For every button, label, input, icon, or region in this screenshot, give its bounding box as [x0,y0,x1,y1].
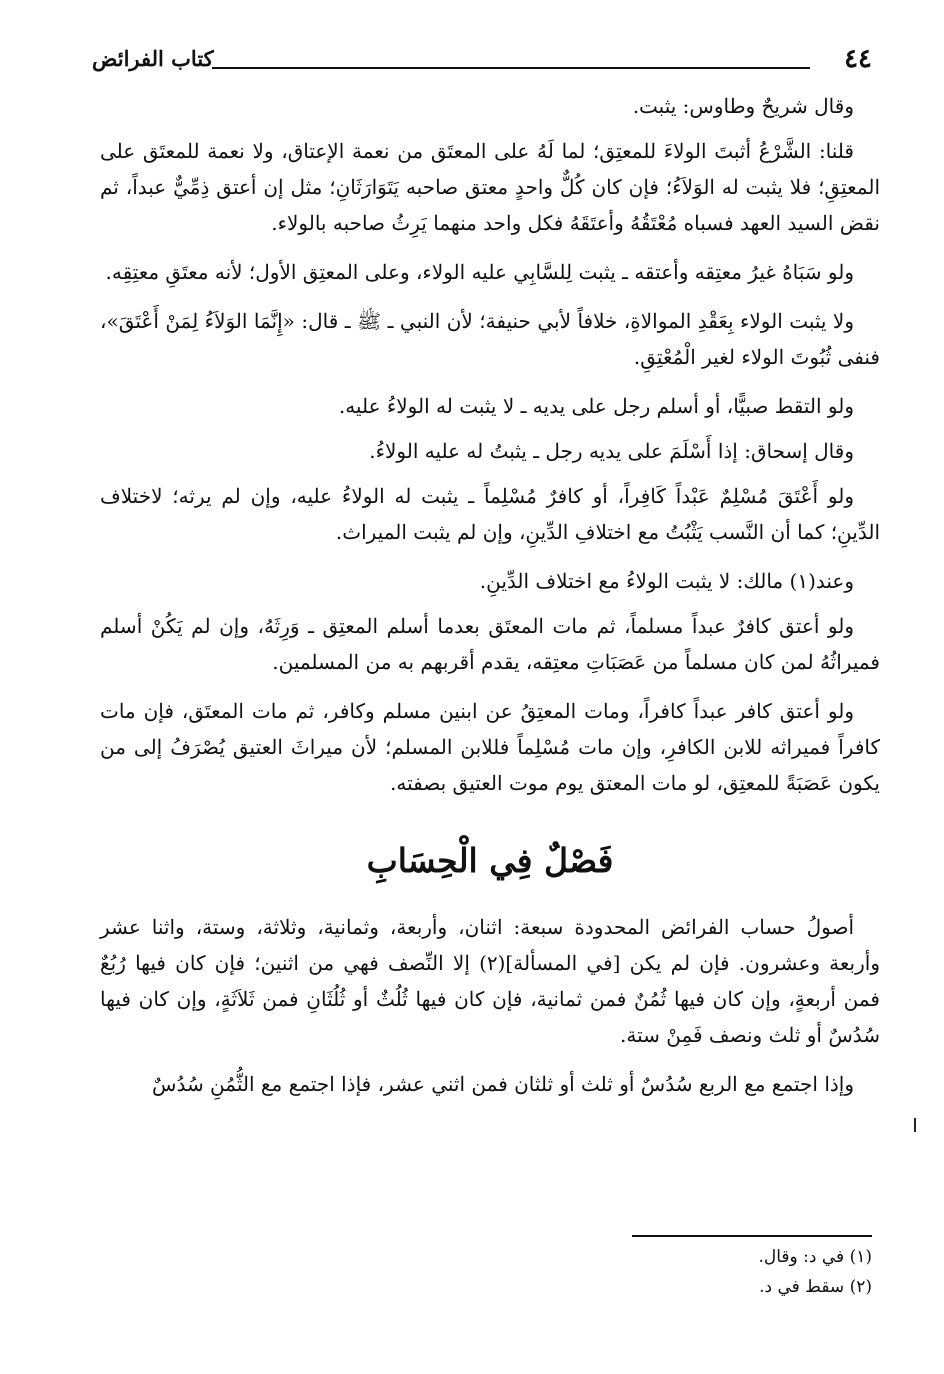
paragraph: ولو أعتق كافرٌ عبداً مسلماً، ثم مات المعتَق بعدما أسلم المعتِق ـ وَرِثَهُ، وإن لم يَكُنْ أسلم فميراثُهُ لمن كان مسلماً من عَصَبَاتِ معتِقه، يقدم أقربهم به من المسلمين. [100,614,880,674]
header-rule [212,67,810,69]
paragraph: قلنا: الشَّرْعُ أثبتَ الولاءَ للمعتِق؛ لما لَهُ على المعتَق من نعمة الإعتاق، ولا نعمة للمعتَق على المعتِقِ؛ فلا يثبت له الوَلاَءُ؛ فإن كان كُلٌّ واحدٍ معتق صاحبه يَتَوَارَثَانِ؛ مثل إن أعتق ذِمِّيٌّ عبداً، ثم نقض السيد العهد فسباه مُعْتَقُهُ وأعتَقَهُ فكل واحد منهما يَرِثُ صاحبه بالولاء. [100,139,881,235]
footnote: (١) في د: وقال. [758,1247,872,1267]
paragraph: ولو أَعْتَقَ مُسْلِمٌ عَبْداً كَافِراً، أو كافرٌ مُسْلِماً ـ يثبت له الولاءُ عليه، وإن لم يرثه؛ لاختلاف الدِّينِ؛ كما أن النَّسب يَثْبُتُ مع اختلافِ الدِّينِ، وإن لم يثبت الميراث. [100,484,880,544]
section-heading: فَصْلٌ فِي الْحِسَابِ [366,841,614,880]
footnotes [372,1242,872,1302]
paragraph: وقال إسحاق: إذا أَسْلَمَ على يديه رجل ـ يثبتُ له عليه الولاءُ. [369,439,854,463]
footnote: (٢) سقط في د. [759,1277,872,1297]
running-title: كتاب الفرائض [92,46,214,71]
page-number: ٤٤ [844,44,872,74]
paragraph: ولا يثبت الولاء بِعَقْدِ الموالاةِ، خلافاً لأبي حنيفة؛ لأن النبي ـ ﷺ ـ قال: «إِنَّمَا الوَلاَءُ لِمَنْ أَعْتَقَ»، فنفى ثُبُوتَ الولاء لغير الْمُعْتِقِ. [100,309,880,369]
paragraph: ولو التقط صبيًّا، أو أسلم رجل على يديه ـ لا يثبت له الولاءُ عليه. [338,394,854,418]
paragraph: أصولُ حساب الفرائض المحدودة سبعة: اثنان، وأربعة، وثمانية، وثلاثة، وستة، واثنا عشر وأربعة وعشرون. فإن لم يكن [في المسألة](٢) إلا النِّصف فهي من اثنين؛ فإن كان فيها رُبُعٌ فمن أربعةٍ، وإن كان فيها ثُمُنٌ فمن ثمانية، فإن كان فيها ثُلُثٌ أو ثُلُثَانِ فمن ثَلاَثَةٍ، وإن كان فيها سُدُسٌ أو ثلث ونصف فَمِنْ ستة. [100,915,880,1047]
main-text [100,88,880,1115]
paragraph: وقال شريحٌ وطاوس: يثبت. [632,94,854,118]
paragraph: وعند(١) مالك: لا يثبت الولاءُ مع اختلاف الدِّينِ. [479,569,854,593]
margin-mark [914,1118,916,1132]
paragraph: وإذا اجتمع مع الربع سُدُسٌ أو ثلث أو ثلثان فمن اثني عشر، فإذا اجتمع مع الثُّمُنِ سُدُسٌ [152,1072,854,1096]
footnote-separator [632,1235,872,1237]
paragraph: ولو أعتق كافر عبداً كافراً، ومات المعتِقُ عن ابنين مسلم وكافر، ثم مات المعتَق، فإن مات كافراً فميراثه للابن الكافرِ، وإن مات مُسْلِماً فللابن المسلم؛ لأن ميراثَ العتيق يُصْرَفُ إلى من يكون عَصَبَةً للمعتِق، لو مات المعتق يوم موت العتيق بصفته. [100,699,880,795]
page-header [92,40,872,90]
paragraph: ولو سَبَاهُ غيرُ معتِقه وأعتقه ـ يثبت لِلسَّابِي عليه الولاء، وعلى المعتِق الأول؛ لأنه معتَقِ معتِقِه. [105,260,854,284]
